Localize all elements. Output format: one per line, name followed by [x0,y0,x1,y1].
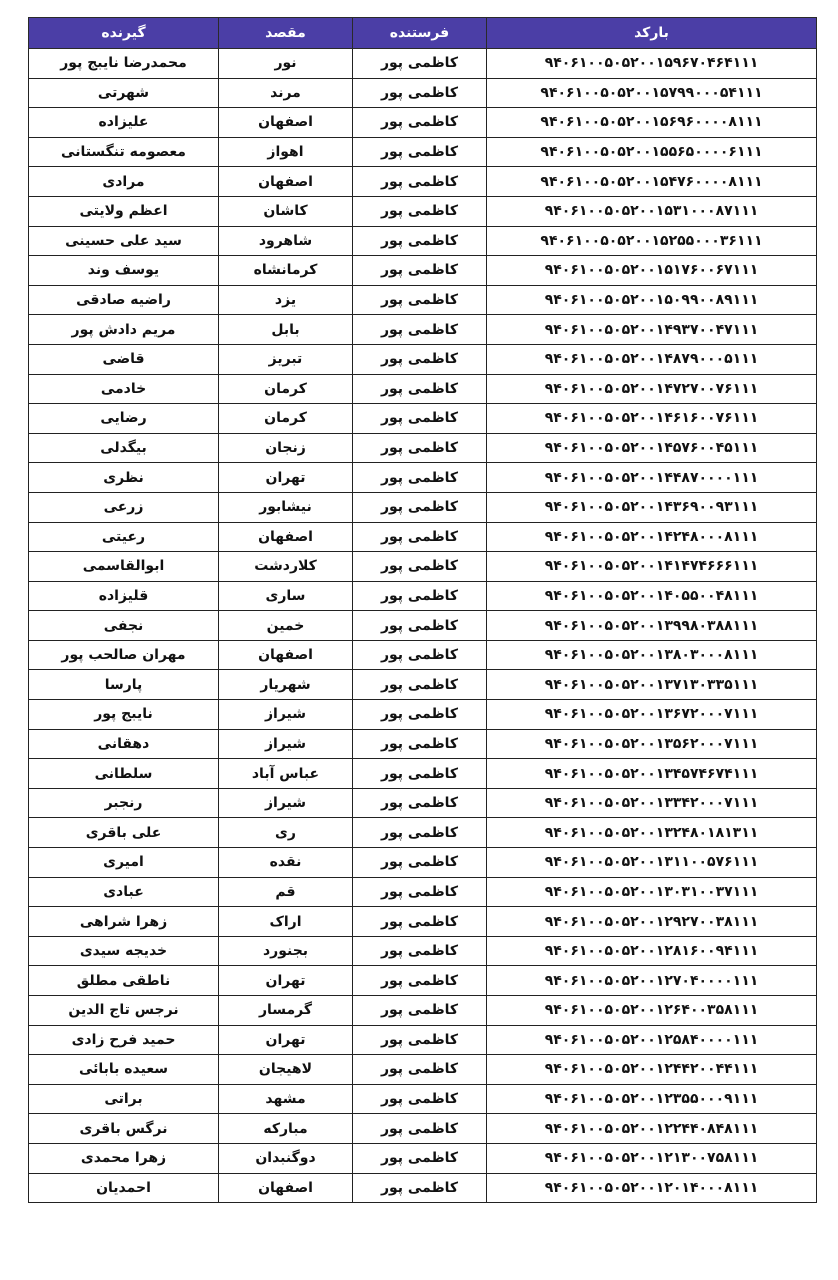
table-row [29,167,817,197]
sender-cell: کاظمی پور [353,78,487,108]
recipient-cell: یوسف وند [29,256,219,286]
table-row [29,1055,817,1085]
table-row [29,877,817,907]
destination-cell: ساری [219,581,353,611]
sender-cell: کاظمی پور [353,315,487,345]
barcode-cell: ۹۴۰۶۱۰۰۵۰۵۲۰۰۱۴۲۴۸۰۰۰۸۱۱۱ [487,522,817,552]
destination-cell: تبریز [219,344,353,374]
recipient-cell: زهرا محمدی [29,1143,219,1173]
destination-cell: کلاردشت [219,552,353,582]
barcode-cell: ۹۴۰۶۱۰۰۵۰۵۲۰۰۱۳۵۶۲۰۰۰۷۱۱۱ [487,729,817,759]
table-row [29,344,817,374]
table-row [29,1173,817,1203]
destination-cell: اراک [219,907,353,937]
barcode-cell: ۹۴۰۶۱۰۰۵۰۵۲۰۰۱۳۷۱۳۰۳۳۵۱۱۱ [487,670,817,700]
sender-cell: کاظمی پور [353,996,487,1026]
table-row [29,78,817,108]
recipient-cell: عبادی [29,877,219,907]
barcode-cell: ۹۴۰۶۱۰۰۵۰۵۲۰۰۱۵۳۱۰۰۰۸۷۱۱۱ [487,196,817,226]
recipient-cell: نرجس تاج الدین [29,996,219,1026]
recipient-cell: امیری [29,848,219,878]
table-row [29,1084,817,1114]
barcode-cell: ۹۴۰۶۱۰۰۵۰۵۲۰۰۱۵۴۷۶۰۰۰۰۸۱۱۱ [487,167,817,197]
barcode-cell: ۹۴۰۶۱۰۰۵۰۵۲۰۰۱۳۰۳۱۰۰۳۷۱۱۱ [487,877,817,907]
sender-cell: کاظمی پور [353,433,487,463]
sender-cell: کاظمی پور [353,344,487,374]
barcode-cell: ۹۴۰۶۱۰۰۵۰۵۲۰۰۱۲۱۳۰۰۷۵۸۱۱۱ [487,1143,817,1173]
sender-cell: کاظمی پور [353,1173,487,1203]
recipient-cell: قلیزاده [29,581,219,611]
table-row [29,492,817,522]
recipient-cell: خادمی [29,374,219,404]
barcode-cell: ۹۴۰۶۱۰۰۵۰۵۲۰۰۱۵۹۶۷۰۴۶۴۱۱۱ [487,49,817,79]
sender-cell: کاظمی پور [353,49,487,79]
sender-cell: کاظمی پور [353,226,487,256]
recipient-cell: ابوالقاسمی [29,552,219,582]
sender-cell: کاظمی پور [353,877,487,907]
destination-cell: زنجان [219,433,353,463]
recipient-cell: علی باقری [29,818,219,848]
barcode-cell: ۹۴۰۶۱۰۰۵۰۵۲۰۰۱۲۵۸۴۰۰۰۰۱۱۱ [487,1025,817,1055]
sender-cell: کاظمی پور [353,256,487,286]
recipient-cell: رعیتی [29,522,219,552]
table-row [29,49,817,79]
table-row [29,818,817,848]
table-row [29,226,817,256]
recipient-cell: رضایی [29,404,219,434]
table-row [29,137,817,167]
sender-cell: کاظمی پور [353,581,487,611]
barcode-cell: ۹۴۰۶۱۰۰۵۰۵۲۰۰۱۲۸۱۶۰۰۹۴۱۱۱ [487,936,817,966]
table-row [29,670,817,700]
sender-cell: کاظمی پور [353,137,487,167]
recipient-cell: نجفی [29,611,219,641]
recipient-cell: سلطانی [29,759,219,789]
destination-cell: بابل [219,315,353,345]
table-row [29,788,817,818]
barcode-cell: ۹۴۰۶۱۰۰۵۰۵۲۰۰۱۳۹۹۸۰۳۸۸۱۱۱ [487,611,817,641]
recipient-cell: نظری [29,463,219,493]
sender-cell: کاظمی پور [353,759,487,789]
sender-cell: کاظمی پور [353,108,487,138]
sender-cell: کاظمی پور [353,1084,487,1114]
sender-cell: کاظمی پور [353,1055,487,1085]
recipient-cell: شهرتی [29,78,219,108]
destination-cell: لاهیجان [219,1055,353,1085]
barcode-cell: ۹۴۰۶۱۰۰۵۰۵۲۰۰۱۳۳۴۲۰۰۰۷۱۱۱ [487,788,817,818]
destination-cell: اصفهان [219,1173,353,1203]
barcode-cell: ۹۴۰۶۱۰۰۵۰۵۲۰۰۱۴۸۷۹۰۰۰۵۱۱۱ [487,344,817,374]
recipient-cell: دهقانی [29,729,219,759]
table-row [29,848,817,878]
sender-cell: کاظمی پور [353,611,487,641]
destination-cell: شیراز [219,788,353,818]
barcode-cell: ۹۴۰۶۱۰۰۵۰۵۲۰۰۱۵۷۹۹۰۰۰۵۴۱۱۱ [487,78,817,108]
header-destination: مقصد [219,18,353,49]
destination-cell: اصفهان [219,640,353,670]
barcode-cell: ۹۴۰۶۱۰۰۵۰۵۲۰۰۱۳۱۱۰۰۵۷۶۱۱۱ [487,848,817,878]
destination-cell: شهریار [219,670,353,700]
table-row [29,996,817,1026]
barcode-cell: ۹۴۰۶۱۰۰۵۰۵۲۰۰۱۲۶۴۰۰۳۵۸۱۱۱ [487,996,817,1026]
destination-cell: اهواز [219,137,353,167]
table-row [29,404,817,434]
recipient-cell: محمدرضا نایبج پور [29,49,219,79]
table-body [29,49,817,1203]
barcode-cell: ۹۴۰۶۱۰۰۵۰۵۲۰۰۱۵۰۹۹۰۰۸۹۱۱۱ [487,285,817,315]
barcode-cell: ۹۴۰۶۱۰۰۵۰۵۲۰۰۱۴۷۲۷۰۰۷۶۱۱۱ [487,374,817,404]
sender-cell: کاظمی پور [353,670,487,700]
table-row [29,552,817,582]
header-recipient: گیرنده [29,18,219,49]
sender-cell: کاظمی پور [353,522,487,552]
destination-cell: اصفهان [219,108,353,138]
recipient-cell: احمدیان [29,1173,219,1203]
sender-cell: کاظمی پور [353,907,487,937]
destination-cell: گرمسار [219,996,353,1026]
sender-cell: کاظمی پور [353,167,487,197]
table-row [29,196,817,226]
barcode-cell: ۹۴۰۶۱۰۰۵۰۵۲۰۰۱۲۴۴۲۰۰۴۴۱۱۱ [487,1055,817,1085]
sender-cell: کاظمی پور [353,463,487,493]
destination-cell: نقده [219,848,353,878]
table-row [29,611,817,641]
recipient-cell: معصومه تنگستانی [29,137,219,167]
header-sender: فرستنده [353,18,487,49]
sender-cell: کاظمی پور [353,196,487,226]
barcode-cell: ۹۴۰۶۱۰۰۵۰۵۲۰۰۱۲۷۰۴۰۰۰۰۱۱۱ [487,966,817,996]
destination-cell: بجنورد [219,936,353,966]
barcode-cell: ۹۴۰۶۱۰۰۵۰۵۲۰۰۱۵۱۷۶۰۰۶۷۱۱۱ [487,256,817,286]
recipient-cell: مرادی [29,167,219,197]
recipient-cell: قاضی [29,344,219,374]
destination-cell: ری [219,818,353,848]
table-row [29,1114,817,1144]
sender-cell: کاظمی پور [353,936,487,966]
recipient-cell: نرگس باقری [29,1114,219,1144]
recipient-cell: مهران صالحب پور [29,640,219,670]
barcode-cell: ۹۴۰۶۱۰۰۵۰۵۲۰۰۱۳۲۴۸۰۱۸۱۳۱۱ [487,818,817,848]
table-row [29,256,817,286]
recipient-cell: بیگدلی [29,433,219,463]
destination-cell: یزد [219,285,353,315]
destination-cell: اصفهان [219,522,353,552]
table-row [29,285,817,315]
barcode-cell: ۹۴۰۶۱۰۰۵۰۵۲۰۰۱۳۶۷۲۰۰۰۷۱۱۱ [487,700,817,730]
sender-cell: کاظمی پور [353,966,487,996]
table-row [29,108,817,138]
barcode-cell: ۹۴۰۶۱۰۰۵۰۵۲۰۰۱۵۵۶۵۰۰۰۰۶۱۱۱ [487,137,817,167]
barcode-cell: ۹۴۰۶۱۰۰۵۰۵۲۰۰۱۴۰۵۵۰۰۴۸۱۱۱ [487,581,817,611]
destination-cell: عباس آباد [219,759,353,789]
destination-cell: مبارکه [219,1114,353,1144]
sender-cell: کاظمی پور [353,788,487,818]
sender-cell: کاظمی پور [353,1025,487,1055]
recipient-cell: خدیجه سیدی [29,936,219,966]
destination-cell: مشهد [219,1084,353,1114]
table-row [29,936,817,966]
table-row [29,700,817,730]
recipient-cell: زهرا شراهی [29,907,219,937]
barcode-cell: ۹۴۰۶۱۰۰۵۰۵۲۰۰۱۴۴۸۷۰۰۰۰۱۱۱ [487,463,817,493]
barcode-cell: ۹۴۰۶۱۰۰۵۰۵۲۰۰۱۵۲۵۵۰۰۰۳۶۱۱۱ [487,226,817,256]
barcode-cell: ۹۴۰۶۱۰۰۵۰۵۲۰۰۱۴۳۶۹۰۰۹۳۱۱۱ [487,492,817,522]
table-row [29,1025,817,1055]
destination-cell: کرمان [219,374,353,404]
sender-cell: کاظمی پور [353,374,487,404]
sender-cell: کاظمی پور [353,640,487,670]
recipient-cell: راضیه صادقی [29,285,219,315]
sender-cell: کاظمی پور [353,818,487,848]
table-row [29,640,817,670]
destination-cell: تهران [219,463,353,493]
recipient-cell: پارسا [29,670,219,700]
sender-cell: کاظمی پور [353,1114,487,1144]
table-row [29,729,817,759]
sender-cell: کاظمی پور [353,729,487,759]
recipient-cell: رنجبر [29,788,219,818]
destination-cell: مرند [219,78,353,108]
destination-cell: قم [219,877,353,907]
recipient-cell: علیزاده [29,108,219,138]
recipient-cell: براتی [29,1084,219,1114]
destination-cell: نیشابور [219,492,353,522]
barcode-cell: ۹۴۰۶۱۰۰۵۰۵۲۰۰۱۲۹۲۷۰۰۳۸۱۱۱ [487,907,817,937]
shipment-table [28,17,817,1203]
table-row [29,966,817,996]
barcode-cell: ۹۴۰۶۱۰۰۵۰۵۲۰۰۱۵۶۹۶۰۰۰۰۸۱۱۱ [487,108,817,138]
barcode-cell: ۹۴۰۶۱۰۰۵۰۵۲۰۰۱۳۴۵۷۴۶۷۴۱۱۱ [487,759,817,789]
destination-cell: شیراز [219,729,353,759]
barcode-cell: ۹۴۰۶۱۰۰۵۰۵۲۰۰۱۲۲۴۴۰۸۴۸۱۱۱ [487,1114,817,1144]
table-row [29,1143,817,1173]
recipient-cell: اعظم ولایتی [29,196,219,226]
header-barcode: بارکد [487,18,817,49]
barcode-cell: ۹۴۰۶۱۰۰۵۰۵۲۰۰۱۴۹۳۷۰۰۴۷۱۱۱ [487,315,817,345]
destination-cell: خمین [219,611,353,641]
recipient-cell: ناطقی مطلق [29,966,219,996]
table-row [29,315,817,345]
destination-cell: دوگنبدان [219,1143,353,1173]
destination-cell: اصفهان [219,167,353,197]
shipment-sheet [28,17,816,1203]
barcode-cell: ۹۴۰۶۱۰۰۵۰۵۲۰۰۱۴۶۱۶۰۰۷۶۱۱۱ [487,404,817,434]
sender-cell: کاظمی پور [353,700,487,730]
barcode-cell: ۹۴۰۶۱۰۰۵۰۵۲۰۰۱۲۳۵۵۰۰۰۹۱۱۱ [487,1084,817,1114]
destination-cell: تهران [219,966,353,996]
barcode-cell: ۹۴۰۶۱۰۰۵۰۵۲۰۰۱۴۵۷۶۰۰۴۵۱۱۱ [487,433,817,463]
sender-cell: کاظمی پور [353,552,487,582]
destination-cell: کاشان [219,196,353,226]
barcode-cell: ۹۴۰۶۱۰۰۵۰۵۲۰۰۱۲۰۱۴۰۰۰۸۱۱۱ [487,1173,817,1203]
recipient-cell: زرعی [29,492,219,522]
recipient-cell: سعیده بابائی [29,1055,219,1085]
barcode-cell: ۹۴۰۶۱۰۰۵۰۵۲۰۰۱۳۸۰۳۰۰۰۸۱۱۱ [487,640,817,670]
destination-cell: نور [219,49,353,79]
sender-cell: کاظمی پور [353,404,487,434]
destination-cell: شاهرود [219,226,353,256]
header-row [29,18,817,49]
table-row [29,522,817,552]
destination-cell: شیراز [219,700,353,730]
recipient-cell: حمید فرح زادی [29,1025,219,1055]
table-row [29,374,817,404]
table-row [29,433,817,463]
sender-cell: کاظمی پور [353,1143,487,1173]
table-row [29,581,817,611]
sender-cell: کاظمی پور [353,848,487,878]
destination-cell: کرمانشاه [219,256,353,286]
destination-cell: کرمان [219,404,353,434]
table-row [29,759,817,789]
recipient-cell: سید علی حسینی [29,226,219,256]
sender-cell: کاظمی پور [353,285,487,315]
barcode-cell: ۹۴۰۶۱۰۰۵۰۵۲۰۰۱۴۱۴۷۴۶۶۶۱۱۱ [487,552,817,582]
destination-cell: تهران [219,1025,353,1055]
sender-cell: کاظمی پور [353,492,487,522]
table-row [29,907,817,937]
recipient-cell: مریم دادش پور [29,315,219,345]
recipient-cell: نایبج پور [29,700,219,730]
table-row [29,463,817,493]
